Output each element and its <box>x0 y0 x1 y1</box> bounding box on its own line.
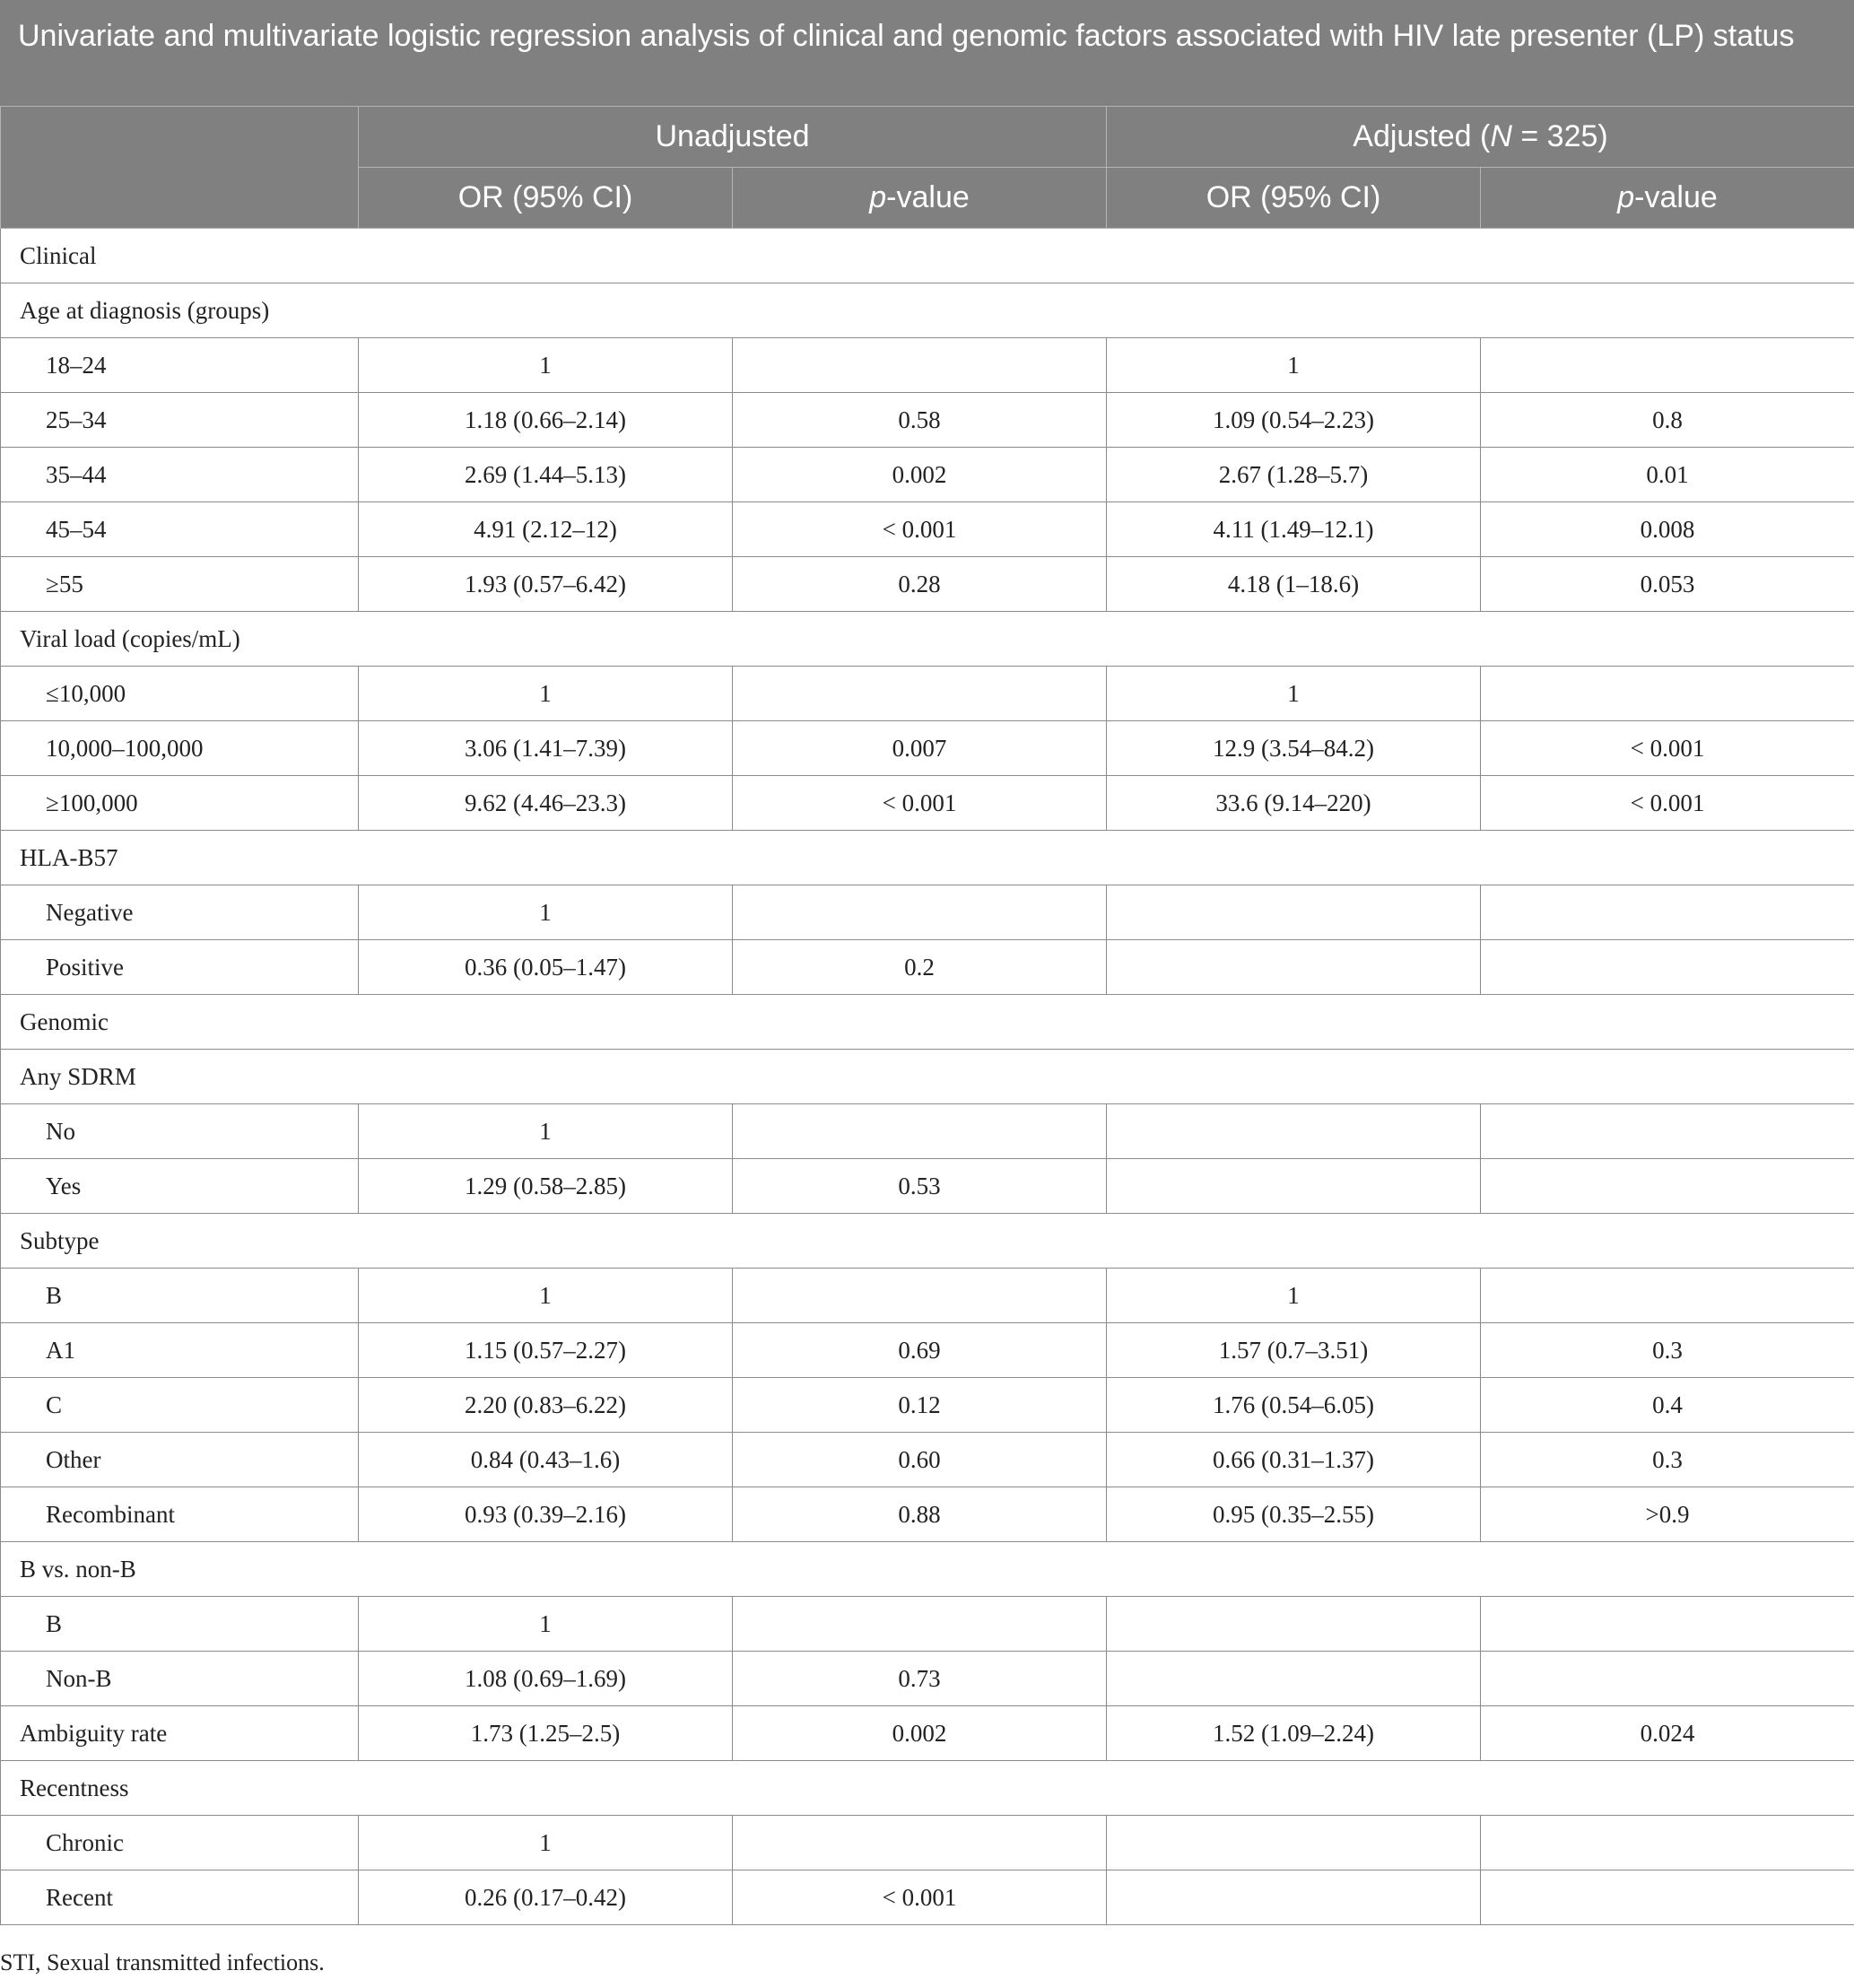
adjusted-p-cell: >0.9 <box>1481 1487 1854 1542</box>
table-row <box>1 1597 1854 1652</box>
table-row <box>1 885 1854 940</box>
row-label: Negative <box>1 885 359 940</box>
unadjusted-p-cell <box>733 1816 1107 1870</box>
unadjusted-or-cell: 0.26 (0.17–0.42) <box>359 1870 733 1925</box>
adjusted-p-cell <box>1481 1104 1854 1159</box>
unadjusted-or-cell: 0.84 (0.43–1.6) <box>359 1433 733 1487</box>
unadjusted-p-cell: 0.007 <box>733 721 1107 776</box>
table-row <box>1 1487 1854 1542</box>
unadjusted-p-cell: 0.12 <box>733 1378 1107 1433</box>
table-row <box>1 776 1854 831</box>
table-row <box>1 1269 1854 1323</box>
unadjusted-p-cell: 0.002 <box>733 448 1107 502</box>
table-row <box>1 1378 1854 1433</box>
unadjusted-or-cell: 0.36 (0.05–1.47) <box>359 940 733 995</box>
unadjusted-or-cell: 1.29 (0.58–2.85) <box>359 1159 733 1214</box>
adjusted-or-cell: 1 <box>1107 1269 1481 1323</box>
adjusted-p-cell: < 0.001 <box>1481 776 1854 831</box>
row-label: 45–54 <box>1 502 359 557</box>
row-label: Chronic <box>1 1816 359 1870</box>
table-row <box>1 557 1854 612</box>
unadjusted-p-cell <box>733 1104 1107 1159</box>
unadjusted-or-cell: 1.08 (0.69–1.69) <box>359 1652 733 1706</box>
table-row <box>1 1433 1854 1487</box>
unadjusted-or-cell: 9.62 (4.46–23.3) <box>359 776 733 831</box>
header-unadjusted-p: p-value <box>733 168 1107 229</box>
header-blank-cell <box>1 107 359 229</box>
table-row <box>1 1159 1854 1214</box>
row-label: B <box>1 1597 359 1652</box>
row-label: B <box>1 1269 359 1323</box>
unadjusted-or-cell: 1.15 (0.57–2.27) <box>359 1323 733 1378</box>
adjusted-p-cell: 0.024 <box>1481 1706 1854 1761</box>
table-row <box>1 1104 1854 1159</box>
section-row <box>1 1050 1854 1104</box>
row-label: Positive <box>1 940 359 995</box>
header-adjusted: Adjusted (N = 325) <box>1107 107 1854 168</box>
adjusted-or-cell <box>1107 940 1481 995</box>
adjusted-p-cell <box>1481 940 1854 995</box>
unadjusted-p-cell: < 0.001 <box>733 776 1107 831</box>
adjusted-p-cell: 0.3 <box>1481 1433 1854 1487</box>
row-label: 10,000–100,000 <box>1 721 359 776</box>
adjusted-or-cell: 1.52 (1.09–2.24) <box>1107 1706 1481 1761</box>
table-row <box>1 1706 1854 1761</box>
unadjusted-p-cell: 0.002 <box>733 1706 1107 1761</box>
adjusted-or-cell: 1.09 (0.54–2.23) <box>1107 393 1481 448</box>
header-unadjusted-or: OR (95% CI) <box>359 168 733 229</box>
section-label: Genomic <box>1 995 1854 1050</box>
table-row <box>1 1323 1854 1378</box>
unadjusted-p-cell <box>733 1269 1107 1323</box>
unadjusted-or-cell: 1.93 (0.57–6.42) <box>359 557 733 612</box>
table-row <box>1 940 1854 995</box>
table-title: Univariate and multivariate logistic regression analysis of clinical and genomic factors associated with HIV late presenter (LP) status <box>0 0 1854 106</box>
unadjusted-or-cell: 2.69 (1.44–5.13) <box>359 448 733 502</box>
unadjusted-or-cell: 1 <box>359 885 733 940</box>
row-label: 18–24 <box>1 338 359 393</box>
unadjusted-or-cell: 1.18 (0.66–2.14) <box>359 393 733 448</box>
table-row <box>1 1652 1854 1706</box>
section-row <box>1 831 1854 885</box>
row-label: Ambiguity rate <box>1 1706 359 1761</box>
adjusted-p-cell <box>1481 1816 1854 1870</box>
adjusted-or-cell: 2.67 (1.28–5.7) <box>1107 448 1481 502</box>
unadjusted-p-cell: 0.2 <box>733 940 1107 995</box>
unadjusted-or-cell: 3.06 (1.41–7.39) <box>359 721 733 776</box>
adjusted-p-cell: 0.3 <box>1481 1323 1854 1378</box>
adjusted-or-cell <box>1107 1816 1481 1870</box>
table-row <box>1 1816 1854 1870</box>
section-label: Age at diagnosis (groups) <box>1 283 1854 338</box>
adjusted-or-cell: 1 <box>1107 667 1481 721</box>
adjusted-or-cell <box>1107 1104 1481 1159</box>
adjusted-p-cell <box>1481 1870 1854 1925</box>
section-row <box>1 283 1854 338</box>
adjusted-p-cell: < 0.001 <box>1481 721 1854 776</box>
unadjusted-p-cell: 0.88 <box>733 1487 1107 1542</box>
row-label: A1 <box>1 1323 359 1378</box>
header-unadjusted: Unadjusted <box>359 107 1107 168</box>
row-label: Recent <box>1 1870 359 1925</box>
section-label: HLA-B57 <box>1 831 1854 885</box>
adjusted-p-cell <box>1481 667 1854 721</box>
unadjusted-or-cell: 1 <box>359 1269 733 1323</box>
adjusted-p-cell: 0.008 <box>1481 502 1854 557</box>
section-row <box>1 995 1854 1050</box>
unadjusted-or-cell: 1 <box>359 1816 733 1870</box>
adjusted-or-cell: 1.57 (0.7–3.51) <box>1107 1323 1481 1378</box>
unadjusted-p-cell: 0.60 <box>733 1433 1107 1487</box>
section-label: Subtype <box>1 1214 1854 1269</box>
section-row <box>1 612 1854 667</box>
adjusted-or-cell <box>1107 885 1481 940</box>
adjusted-p-cell: 0.4 <box>1481 1378 1854 1433</box>
table-footnote: STI, Sexual transmitted infections. <box>0 1949 325 1975</box>
unadjusted-p-cell: < 0.001 <box>733 1870 1107 1925</box>
unadjusted-p-cell <box>733 667 1107 721</box>
row-label: C <box>1 1378 359 1433</box>
table-row <box>1 448 1854 502</box>
adjusted-or-cell: 12.9 (3.54–84.2) <box>1107 721 1481 776</box>
adjusted-or-cell: 33.6 (9.14–220) <box>1107 776 1481 831</box>
adjusted-p-cell <box>1481 1269 1854 1323</box>
unadjusted-or-cell: 4.91 (2.12–12) <box>359 502 733 557</box>
table-body <box>1 229 1854 1925</box>
row-label: ≥100,000 <box>1 776 359 831</box>
table-row <box>1 721 1854 776</box>
adjusted-or-cell: 4.18 (1–18.6) <box>1107 557 1481 612</box>
adjusted-or-cell: 4.11 (1.49–12.1) <box>1107 502 1481 557</box>
adjusted-p-cell: 0.053 <box>1481 557 1854 612</box>
unadjusted-p-cell <box>733 338 1107 393</box>
adjusted-p-cell <box>1481 1159 1854 1214</box>
adjusted-p-cell <box>1481 885 1854 940</box>
unadjusted-or-cell: 1 <box>359 1597 733 1652</box>
adjusted-or-cell <box>1107 1652 1481 1706</box>
unadjusted-p-cell <box>733 885 1107 940</box>
unadjusted-p-cell: 0.73 <box>733 1652 1107 1706</box>
adjusted-or-cell <box>1107 1870 1481 1925</box>
adjusted-or-cell <box>1107 1597 1481 1652</box>
table-row <box>1 393 1854 448</box>
row-label: Yes <box>1 1159 359 1214</box>
section-label: Any SDRM <box>1 1050 1854 1104</box>
unadjusted-p-cell: < 0.001 <box>733 502 1107 557</box>
row-label: Other <box>1 1433 359 1487</box>
unadjusted-p-cell: 0.53 <box>733 1159 1107 1214</box>
unadjusted-p-cell <box>733 1597 1107 1652</box>
header-adjusted-p: p-value <box>1481 168 1854 229</box>
adjusted-p-cell: 0.01 <box>1481 448 1854 502</box>
adjusted-p-cell <box>1481 338 1854 393</box>
adjusted-or-cell: 1.76 (0.54–6.05) <box>1107 1378 1481 1433</box>
section-label: Clinical <box>1 229 1854 283</box>
unadjusted-p-cell: 0.28 <box>733 557 1107 612</box>
section-row <box>1 1214 1854 1269</box>
unadjusted-or-cell: 1 <box>359 667 733 721</box>
adjusted-or-cell <box>1107 1159 1481 1214</box>
adjusted-p-cell <box>1481 1652 1854 1706</box>
adjusted-or-cell: 0.66 (0.31–1.37) <box>1107 1433 1481 1487</box>
unadjusted-p-cell: 0.69 <box>733 1323 1107 1378</box>
adjusted-or-cell: 0.95 (0.35–2.55) <box>1107 1487 1481 1542</box>
section-label: Viral load (copies/mL) <box>1 612 1854 667</box>
section-row <box>1 229 1854 283</box>
row-label: 25–34 <box>1 393 359 448</box>
adjusted-or-cell: 1 <box>1107 338 1481 393</box>
row-label: ≤10,000 <box>1 667 359 721</box>
header-adjusted-or: OR (95% CI) <box>1107 168 1481 229</box>
unadjusted-or-cell: 0.93 (0.39–2.16) <box>359 1487 733 1542</box>
unadjusted-p-cell: 0.58 <box>733 393 1107 448</box>
adjusted-p-cell: 0.8 <box>1481 393 1854 448</box>
section-label: B vs. non-B <box>1 1542 1854 1597</box>
unadjusted-or-cell: 2.20 (0.83–6.22) <box>359 1378 733 1433</box>
row-label: No <box>1 1104 359 1159</box>
row-label: ≥55 <box>1 557 359 612</box>
section-label: Recentness <box>1 1761 1854 1816</box>
section-row <box>1 1761 1854 1816</box>
regression-table <box>0 106 1854 1925</box>
table-row <box>1 1870 1854 1925</box>
table-row <box>1 667 1854 721</box>
row-label: Recombinant <box>1 1487 359 1542</box>
adjusted-p-cell <box>1481 1597 1854 1652</box>
unadjusted-or-cell: 1 <box>359 1104 733 1159</box>
table-row <box>1 502 1854 557</box>
unadjusted-or-cell: 1 <box>359 338 733 393</box>
row-label: Non-B <box>1 1652 359 1706</box>
row-label: 35–44 <box>1 448 359 502</box>
section-row <box>1 1542 1854 1597</box>
unadjusted-or-cell: 1.73 (1.25–2.5) <box>359 1706 733 1761</box>
table-row <box>1 338 1854 393</box>
